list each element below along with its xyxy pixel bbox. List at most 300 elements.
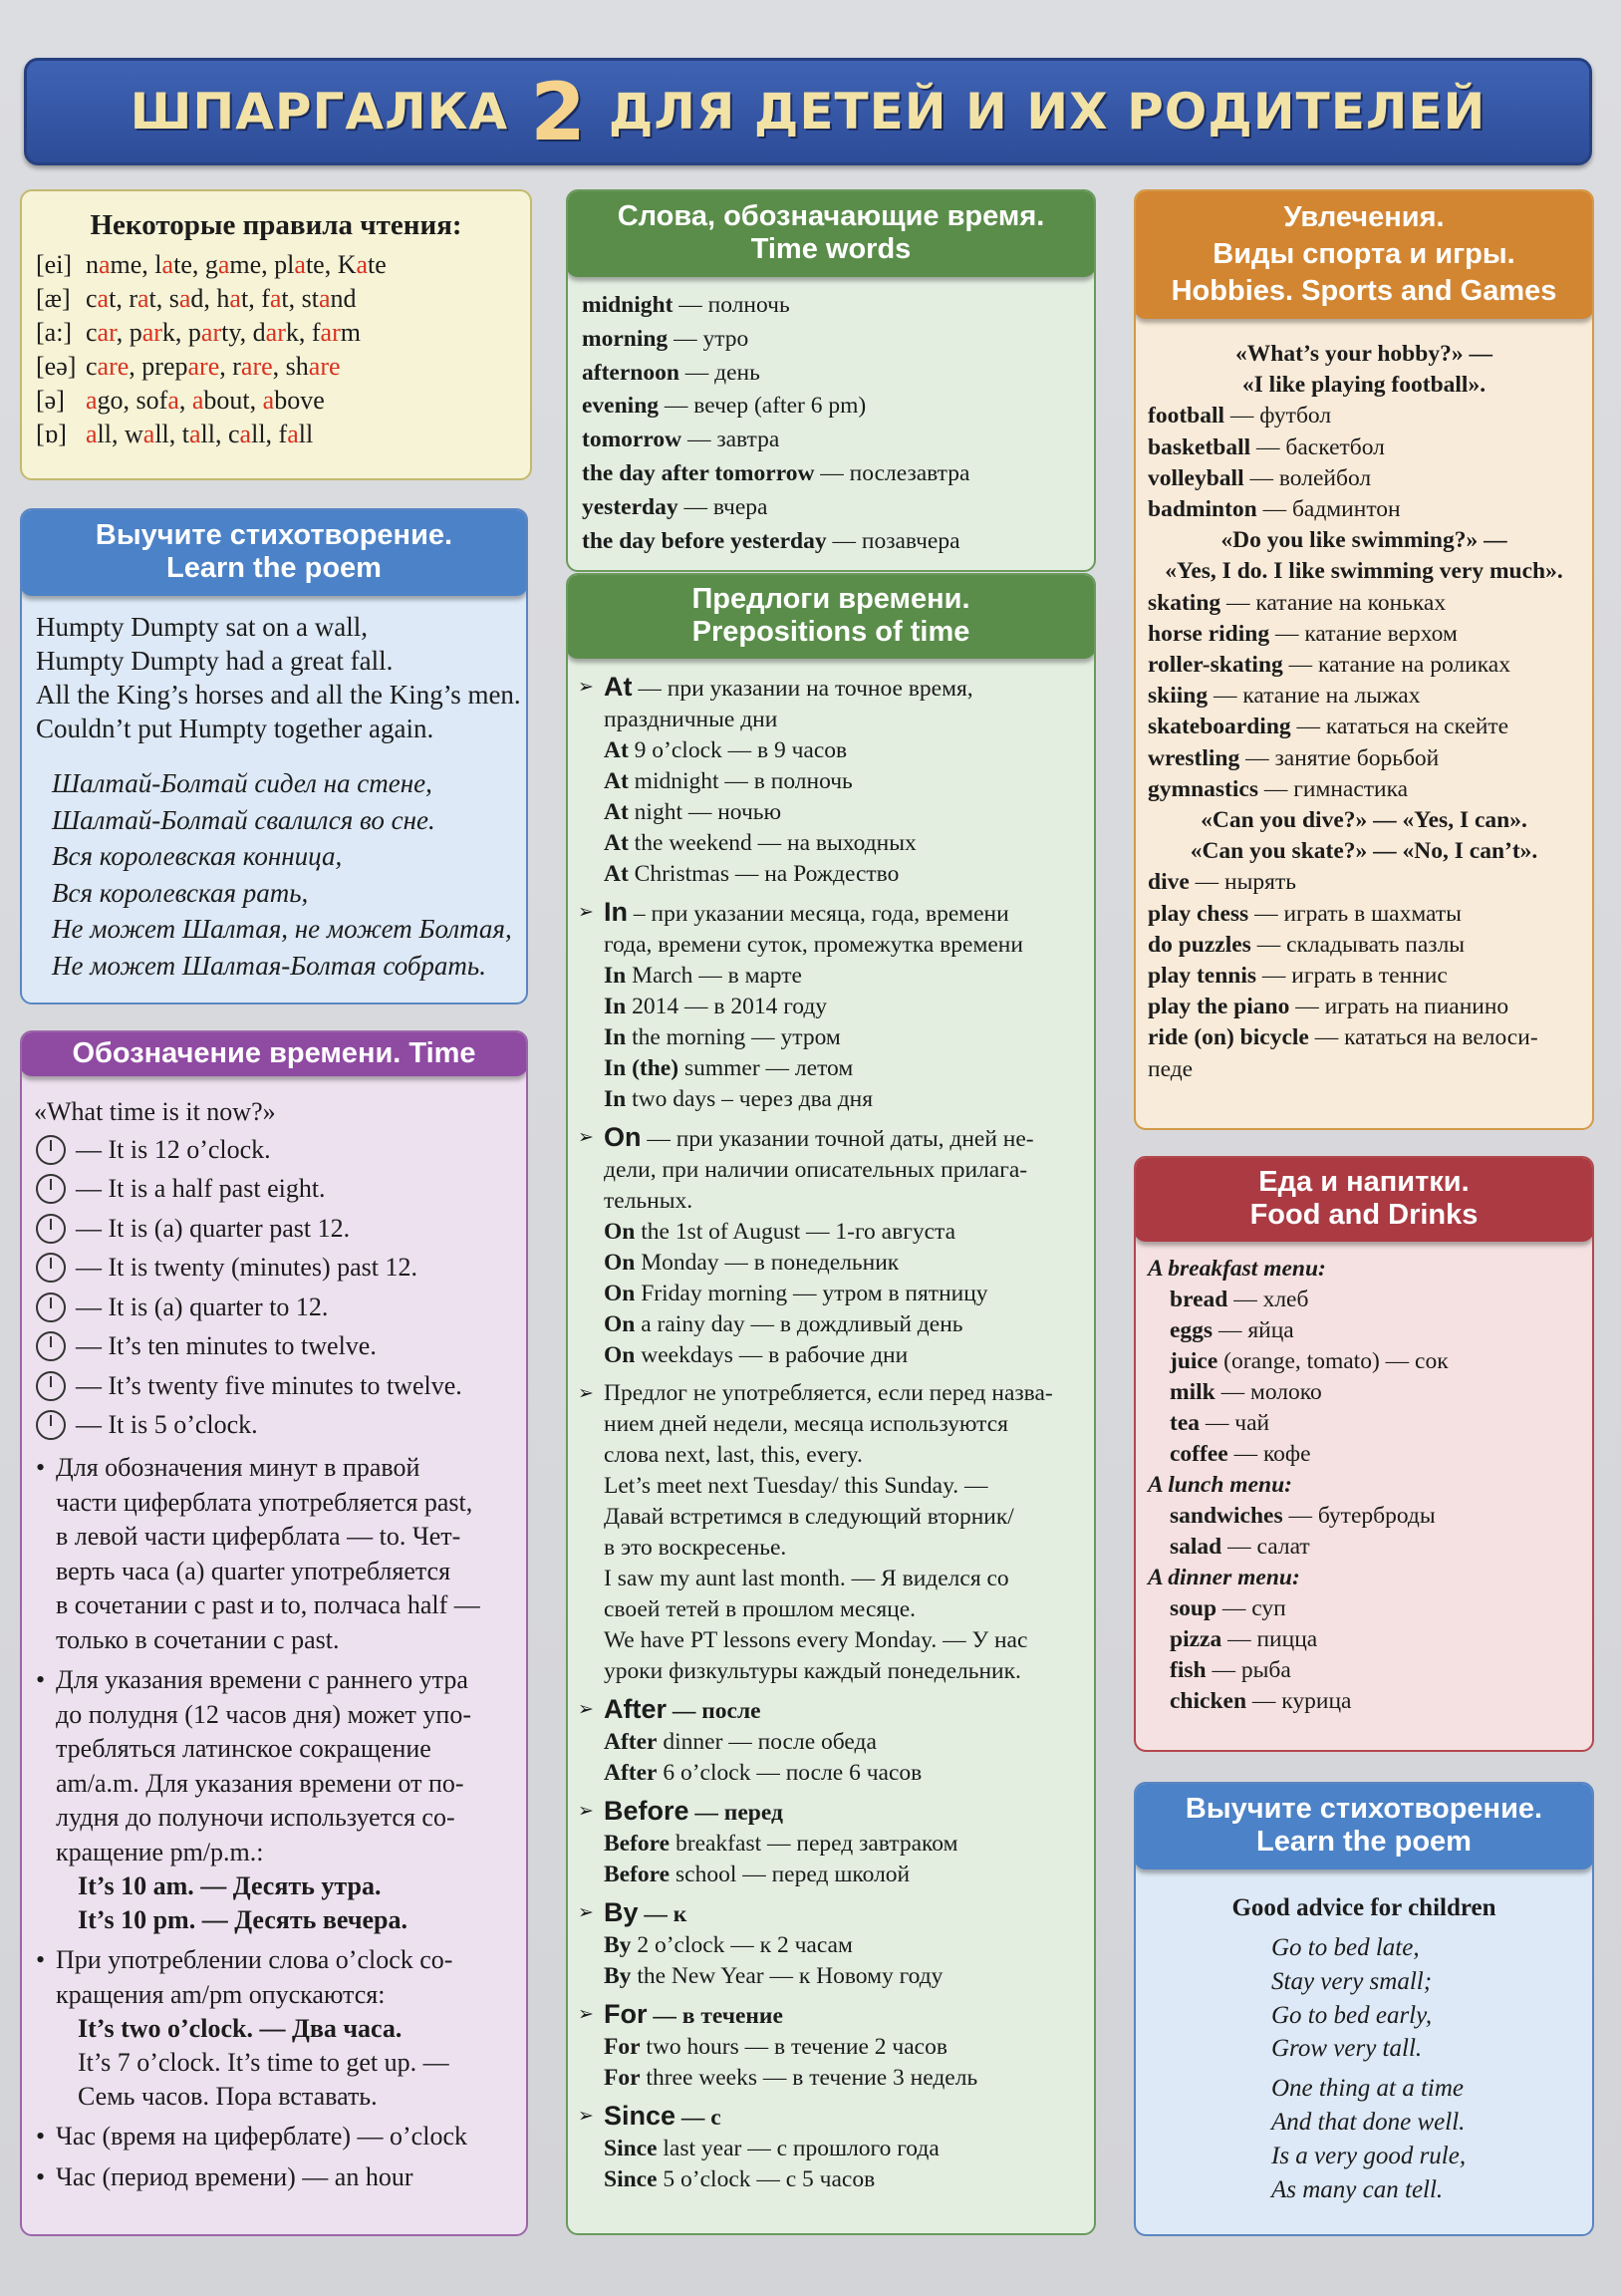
rule-word-part: a	[191, 386, 204, 415]
hobby-item-en: do puzzles	[1148, 931, 1251, 958]
preposition-after-word: After	[604, 1694, 668, 1724]
reading-rule-row	[36, 384, 516, 418]
preposition-on-rule	[578, 1122, 1084, 1155]
example-text: dinner — после обеда	[657, 1729, 877, 1755]
menu-title: A dinner menu:	[1148, 1565, 1300, 1590]
hobby-item-ru: — гимнастика	[1257, 775, 1409, 802]
example-text: March — в марте	[626, 963, 802, 989]
hobby-item-ru: — футбол	[1224, 403, 1332, 430]
food-item	[1148, 1655, 1580, 1686]
rule-word-part: ll, t	[154, 420, 189, 448]
example-text: three weeks — в течение 3 недель	[640, 2065, 978, 2091]
hobby-item-ru: — катание верхом	[1269, 620, 1458, 647]
time-question: «What time is it now?»	[34, 1097, 276, 1126]
poem-line: Grow very tall.	[1271, 2035, 1423, 2063]
example-key: Before	[604, 1831, 671, 1857]
example-text: midnight — в полночь	[628, 768, 853, 794]
rule-word-part: me, l	[110, 250, 162, 279]
rule-word-part: te, g	[173, 250, 218, 279]
example-key: After	[604, 1729, 658, 1755]
example-text: 6 o’clock — после 6 часов	[657, 1760, 923, 1786]
preposition-for-translation: — в течение	[647, 2003, 783, 2029]
title-right: ДЛЯ ДЕТЕЙ И ИХ РОДИТЕЛЕЙ	[608, 83, 1486, 141]
hobby-item-ru: — складывать пазлы	[1250, 931, 1466, 958]
preposition-example	[578, 1309, 1084, 1340]
example-text: two hours — в течение 2 часов	[640, 2034, 947, 2060]
spacer	[578, 1992, 1084, 1999]
menu-title: A lunch menu:	[1148, 1472, 1292, 1498]
poem-line: Не может Шалтая, не может Болтая,	[52, 914, 512, 944]
preposition-example	[578, 1930, 1084, 1961]
clock-row	[34, 1288, 514, 1327]
preposition-example	[578, 1279, 1084, 1309]
hobby-item-en: horse riding	[1148, 620, 1270, 647]
rule-word-part: nd	[330, 284, 357, 313]
hobby-item-en: skating	[1148, 589, 1221, 616]
preposition-on-desc: — при указании точной даты, дней не-	[641, 1126, 1034, 1152]
preposition-example	[578, 1860, 1084, 1890]
time-word-row	[582, 390, 1080, 424]
rule-word-part: ty, d	[221, 318, 266, 347]
time-word-ru: — полночь	[673, 292, 790, 318]
rule-word-part: ar	[320, 318, 341, 347]
time-word-en: yesterday	[582, 493, 678, 520]
preposition-example	[578, 961, 1084, 992]
spacer	[578, 1115, 1084, 1122]
header-line: Виды спорта и игры.	[1213, 237, 1515, 270]
rule-word-part: ll	[298, 420, 314, 448]
preposition-after-translation: — после	[667, 1698, 761, 1724]
rule-word-part: a	[356, 250, 369, 279]
food-item-en: fish	[1170, 1657, 1207, 1683]
example-text: a rainy day — в дождливый день	[635, 1311, 963, 1337]
hobby-item	[1148, 494, 1580, 525]
hobby-item-ru: — кататься на скейте	[1290, 714, 1509, 740]
clock-caption: — It is (a) quarter past 12.	[76, 1213, 351, 1243]
clock-row	[34, 1170, 514, 1210]
food-item-ru: — молоко	[1215, 1379, 1322, 1405]
hobby-item	[1148, 712, 1580, 742]
time-word-row	[582, 323, 1080, 357]
rule-word-part: a	[86, 386, 98, 415]
poem-line: Go to bed early,	[1271, 2001, 1433, 2029]
hobby-item-en: badminton	[1148, 496, 1257, 523]
rule-word-part: a	[269, 284, 282, 313]
time-word-ru: — завтра	[681, 427, 780, 453]
rule-word-part: ll, w	[97, 420, 143, 448]
clock-caption: — It’s ten minutes to twelve.	[76, 1331, 377, 1361]
rule-word-part: ar	[97, 318, 117, 347]
time-example: It’s 10 pm. — Десять вечера.	[78, 1905, 407, 1934]
header-line: Выучите стихотворение.	[1185, 1793, 1543, 1825]
rule-word-part: , prep	[129, 352, 188, 381]
clock-quarter-past-12-icon	[36, 1214, 66, 1244]
reading-rule-row	[36, 418, 516, 451]
example-key: In	[604, 963, 627, 989]
rule-word-part: ar	[200, 318, 222, 347]
poem-line: Humpty Dumpty had a great fall.	[36, 646, 394, 676]
food-item-ru: — суп	[1216, 1595, 1286, 1621]
food-item-en: soup	[1170, 1595, 1217, 1621]
hobby-item-en: dive	[1148, 869, 1190, 896]
food-item	[1148, 1346, 1580, 1377]
clock-caption: — It is a half past eight.	[76, 1174, 326, 1204]
header-line: Слова, обозначающие время.	[617, 200, 1045, 232]
time-word-ru: — позавчера	[826, 527, 960, 554]
rule-word-part: c	[86, 284, 98, 313]
phonetic-symbol: [ə]	[36, 386, 65, 415]
header-line: Food and Drinks	[1249, 1199, 1479, 1231]
preposition-by-translation: — к	[638, 1901, 687, 1927]
header-line: Hobbies. Sports and Games	[1171, 274, 1557, 307]
no-preposition-line: нием дней недели, месяца используются	[604, 1411, 1008, 1437]
phonetic-symbol: [eə]	[36, 352, 77, 381]
example-text: weekdays — в рабочие дни	[635, 1342, 909, 1368]
time-word-en: midnight	[582, 292, 674, 318]
example-key: In	[604, 1086, 627, 1112]
food-item-en: pizza	[1170, 1626, 1222, 1652]
note-line: требляться латинское сокращение	[56, 1734, 431, 1763]
hobby-item	[1148, 432, 1580, 463]
rule-word-part: te, K	[305, 250, 357, 279]
preposition-example	[578, 2063, 1084, 2094]
rule-word-part: a	[239, 420, 252, 448]
poem-line: All the King’s horses and all the King’s men.	[36, 680, 521, 710]
hobby-item	[1148, 463, 1580, 494]
preposition-example	[578, 1248, 1084, 1279]
example-key: On	[604, 1342, 636, 1368]
preposition-example	[578, 992, 1084, 1022]
time-word-row	[582, 525, 1080, 559]
rule-word-part: , sh	[272, 352, 309, 381]
example-key: In	[604, 1024, 627, 1050]
hobby-item-ru: — играть на пианино	[1289, 994, 1509, 1020]
note-line: только в сочетании с past.	[56, 1624, 340, 1654]
preposition-by-rule	[578, 1897, 1084, 1930]
rule-word-part: a	[97, 284, 110, 313]
food-item-en: chicken	[1170, 1688, 1247, 1714]
note-line: части циферблата употребляется past,	[56, 1487, 473, 1517]
hobby-item-continuation: педе	[1148, 1055, 1194, 1082]
food-item-ru: — кофе	[1227, 1441, 1311, 1467]
no-preposition-example: We have PT lessons every Monday. — У нас	[604, 1627, 1028, 1653]
example-text: 2 o’clock — к 2 часам	[631, 1932, 853, 1958]
rule-word-part: a	[99, 250, 111, 279]
time-example: It’s two o’clock. — Два часа.	[78, 2014, 403, 2043]
example-text: the weekend — на выходных	[628, 830, 917, 856]
preposition-since-word: Since	[604, 2101, 676, 2131]
clock-caption: — It is 5 o’clock.	[76, 1410, 258, 1440]
hobby-item-en: gymnastics	[1148, 775, 1258, 802]
clock-quarter-to-12-icon	[36, 1292, 66, 1322]
poem-line: Шалтай-Болтай свалился во сне.	[52, 804, 435, 835]
hobby-item	[1148, 1022, 1580, 1053]
preposition-in-desc: – при указании месяца, года, времени	[628, 901, 1009, 927]
time-word-ru: — вчера	[677, 493, 768, 520]
rule-word-part: m	[340, 318, 361, 347]
rule-word-part: are	[97, 352, 130, 381]
poem-line: Couldn’t put Humpty together again.	[36, 714, 434, 743]
clock-list	[34, 1130, 514, 1445]
hobbies-list	[1136, 339, 1592, 1128]
example-key: At	[604, 861, 629, 887]
example-text: Monday — в понедельник	[635, 1250, 900, 1276]
header-line: Выучите стихотворение.	[95, 519, 453, 551]
hobby-item-ru: — волейбол	[1243, 464, 1372, 491]
hobby-item-ru: — нырять	[1189, 869, 1296, 896]
rule-word-part: a	[161, 250, 174, 279]
example-text: Christmas — на Рождество	[628, 861, 900, 887]
spacer	[578, 890, 1084, 897]
example-key: On	[604, 1311, 636, 1337]
hobby-item-ru: — кататься на велоси-	[1308, 1024, 1538, 1051]
preposition-example	[578, 1053, 1084, 1084]
clock-12-icon	[36, 1135, 66, 1165]
rule-word-part: a	[294, 250, 306, 279]
title-left: ШПАРГАЛКА	[130, 83, 509, 141]
preposition-example	[578, 2134, 1084, 2164]
preposition-since-translation: — с	[675, 2105, 721, 2131]
example-key: Since	[604, 2136, 658, 2161]
example-key: At	[604, 799, 629, 825]
rule-word-part: te	[368, 250, 387, 279]
example-text: last year — с прошлого года	[657, 2136, 940, 2161]
time-word-en: afternoon	[582, 359, 679, 386]
time-word-ru: — послезавтра	[814, 459, 970, 486]
hobby-dialogue: «I like playing football».	[1241, 372, 1486, 399]
poem-line: Вся королевская рать,	[52, 877, 309, 908]
clock-twenty-past-12-icon	[36, 1253, 66, 1283]
hobbies-header	[1134, 189, 1594, 319]
example-key: By	[604, 1963, 632, 1989]
header-line: Обозначение времени. Time	[72, 1036, 476, 1069]
poem-title: Good advice for children	[1231, 1894, 1496, 1921]
poem-stanza	[1148, 1931, 1580, 2066]
hobby-item	[1148, 401, 1580, 431]
no-preposition-example: Давай встретимся в следующий вторник/	[604, 1504, 1014, 1530]
food-item-ru: (orange, tomato) — сок	[1217, 1348, 1449, 1374]
food-item-en: juice	[1170, 1348, 1218, 1374]
preposition-after-rule	[578, 1694, 1084, 1727]
spacer	[578, 1371, 1084, 1378]
spacer	[578, 2195, 1084, 2202]
rule-word-part: me, pl	[229, 250, 295, 279]
note-line: в сочетании с past и to, полчаса half —	[56, 1590, 480, 1619]
food-item	[1148, 1315, 1580, 1346]
rule-word-part: t, f	[240, 284, 270, 313]
time-word-row	[582, 424, 1080, 457]
food-item-en: eggs	[1170, 1317, 1214, 1343]
preposition-for-word: For	[604, 1999, 648, 2029]
hobby-item	[1148, 899, 1580, 930]
example-text: the morning — утром	[626, 1024, 841, 1050]
example-key: At	[604, 737, 629, 763]
time-example: Семь часов. Пора вставать.	[78, 2082, 378, 2111]
time-word-ru: — вечер (after 6 pm)	[659, 393, 867, 420]
hobby-item-ru: — занятие борьбой	[1239, 744, 1440, 771]
note-line: • Для указания времени с раннего утра	[56, 1665, 468, 1694]
preposition-example	[578, 1727, 1084, 1758]
preposition-example	[578, 828, 1084, 859]
clock-twenty-five-to-twelve-icon	[36, 1371, 66, 1401]
hobby-dialogue: «Yes, I do. I like swimming very much».	[1165, 558, 1563, 585]
no-preposition-example: уроки физкультуры каждый понедельник.	[604, 1658, 1021, 1684]
preposition-example	[578, 859, 1084, 890]
poem-line: Не может Шалтая-Болтая собрать.	[52, 950, 486, 981]
food-item-en: milk	[1170, 1379, 1216, 1405]
food-item-ru: — бутерброды	[1282, 1503, 1436, 1529]
time-note-hour: • Час (время на циферблате) — o’clock	[34, 2120, 514, 2154]
food-item-ru: — рыба	[1206, 1657, 1291, 1683]
note-line: am/a.m. Для указания времени от по-	[56, 1768, 464, 1798]
hobby-item-ru: — играть в шахматы	[1248, 900, 1462, 927]
hobby-item	[1148, 992, 1580, 1022]
example-text: the 1st of August — 1-го августа	[635, 1219, 956, 1245]
preposition-on-word: On	[604, 1122, 642, 1152]
food-item	[1148, 1593, 1580, 1624]
rule-word-part: ar	[141, 318, 162, 347]
poem-line: Шалтай-Болтай сидел на стене,	[52, 768, 432, 798]
reading-rule-row	[36, 316, 516, 350]
preposition-example	[578, 1758, 1084, 1789]
food-list	[1136, 1254, 1592, 1750]
clock-caption: — It is twenty (minutes) past 12.	[76, 1253, 418, 1283]
poem-line: Вся королевская конница,	[52, 841, 343, 871]
food-item-en: coffee	[1170, 1441, 1228, 1467]
example-key: On	[604, 1219, 636, 1245]
hobby-dialogue: «Can you dive?» — «Yes, I can».	[1201, 807, 1527, 834]
food-item-ru: — курица	[1246, 1688, 1352, 1714]
food-item	[1148, 1285, 1580, 1315]
no-preposition-line: слова next, last, this, every.	[604, 1442, 863, 1468]
time-header	[20, 1030, 528, 1076]
preposition-example	[578, 1217, 1084, 1248]
poem-line: Stay very small;	[1271, 1967, 1433, 1995]
rule-word-part: c	[86, 318, 98, 347]
no-preposition-rule: ➢ Предлог не употребляется, если перед назва-	[578, 1378, 1084, 1409]
rule-word-part: a	[262, 386, 275, 415]
preposition-example	[578, 766, 1084, 797]
rule-word-part: go, sof	[97, 386, 168, 415]
food-panel	[1134, 1156, 1594, 1752]
title-number: 2	[530, 65, 587, 158]
poem-line: And that done well.	[1271, 2108, 1466, 2136]
preposition-at-desc-line: праздничные дни	[604, 707, 778, 732]
prepositions-header	[566, 573, 1096, 659]
hobby-item-en: play the piano	[1148, 994, 1290, 1020]
hobby-dialogue: «Do you like swimming?» —	[1220, 527, 1507, 554]
food-item	[1148, 1408, 1580, 1439]
example-text: breakfast — перед завтраком	[670, 1831, 958, 1857]
no-preposition-example: I saw my aunt last month. — Я виделся со	[604, 1566, 1009, 1591]
time-word-en: evening	[582, 393, 660, 420]
poem-header	[1134, 1782, 1594, 1869]
food-item-en: bread	[1170, 1287, 1228, 1312]
preposition-on-desc-line: дели, при наличии описательных прилага-	[604, 1157, 1028, 1183]
preposition-example	[578, 1022, 1084, 1053]
hobby-item	[1148, 619, 1580, 650]
note-line: верть часа (a) quarter употребляется	[56, 1556, 451, 1585]
rule-word-part: ,	[178, 386, 192, 415]
preposition-before-rule	[578, 1796, 1084, 1829]
time-note-oclock	[34, 1943, 514, 2012]
rule-word-part: a	[217, 250, 230, 279]
prepositions-list	[568, 672, 1094, 2233]
time-word-ru: — день	[678, 359, 760, 386]
rule-word-part: a	[189, 420, 201, 448]
preposition-example	[578, 797, 1084, 828]
no-preposition-example: в это воскресенье.	[604, 1535, 787, 1561]
time-word-row	[582, 491, 1080, 525]
time-words-list	[568, 289, 1094, 570]
rule-word-part: a	[287, 420, 299, 448]
time-example: It’s 7 o’clock. It’s time to get up. —	[78, 2048, 449, 2077]
food-item-en: sandwiches	[1170, 1503, 1283, 1529]
rule-word-part: d, h	[190, 284, 230, 313]
example-text: Friday morning — утром в пятницу	[635, 1281, 988, 1306]
clock-row	[34, 1249, 514, 1289]
time-panel	[20, 1030, 528, 2236]
menu-title: A breakfast menu:	[1148, 1256, 1326, 1282]
poem-line: Go to bed late,	[1271, 1934, 1420, 1961]
note-line: кращение pm/p.m.:	[56, 1837, 264, 1866]
preposition-for-rule	[578, 1999, 1084, 2032]
spacer	[578, 2094, 1084, 2101]
hobby-item	[1148, 961, 1580, 992]
time-word-en: tomorrow	[582, 427, 682, 453]
note-line: до полудня (12 часов дня) может упо-	[56, 1699, 471, 1729]
poem-line: As many can tell.	[1271, 2175, 1444, 2203]
rule-word-part: ll, f	[251, 420, 288, 448]
rule-word-part: a	[178, 284, 191, 313]
preposition-by-word: By	[604, 1897, 639, 1927]
hobby-item-en: skiing	[1148, 683, 1209, 710]
header-line: Learn the poem	[166, 552, 382, 584]
note-line: кращения am/pm опускаются:	[56, 1979, 386, 2009]
rule-word-part: a	[167, 386, 179, 415]
rule-word-part: t, st	[281, 284, 319, 313]
hobby-dialogue: «What’s your hobby?» —	[1235, 341, 1492, 367]
header-line: Prepositions of time	[691, 616, 970, 648]
header-line: Предлоги времени.	[691, 583, 970, 615]
phonetic-symbol: [ei]	[36, 250, 73, 279]
rule-word-part: ll, c	[200, 420, 240, 448]
time-words-panel	[566, 189, 1096, 572]
rule-word-part: bove	[274, 386, 325, 415]
poem-panel-right	[1134, 1782, 1594, 2236]
rule-word-part: a	[136, 284, 149, 313]
header-line: Time words	[750, 233, 912, 265]
poem-stanza	[1148, 2072, 1580, 2206]
time-note-hour: • Час (период времени) — an hour	[34, 2160, 514, 2195]
hobby-item	[1148, 930, 1580, 961]
hobby-item	[1148, 650, 1580, 681]
preposition-example	[578, 2164, 1084, 2195]
hobby-item-en: football	[1148, 403, 1225, 430]
rule-word-part: t, r	[109, 284, 137, 313]
example-text: the New Year — к Новому году	[631, 1963, 944, 1989]
example-key: In (the)	[604, 1055, 679, 1081]
example-key: For	[604, 2065, 641, 2091]
clock-row	[34, 1366, 514, 1406]
time-words-header	[566, 189, 1096, 277]
rule-word-part: a	[142, 420, 155, 448]
food-item	[1148, 1624, 1580, 1655]
clock-row	[34, 1406, 514, 1446]
phonetic-symbol: [a:]	[36, 318, 73, 347]
preposition-since-rule	[578, 2101, 1084, 2134]
example-text: two days – через два дня	[626, 1086, 874, 1112]
